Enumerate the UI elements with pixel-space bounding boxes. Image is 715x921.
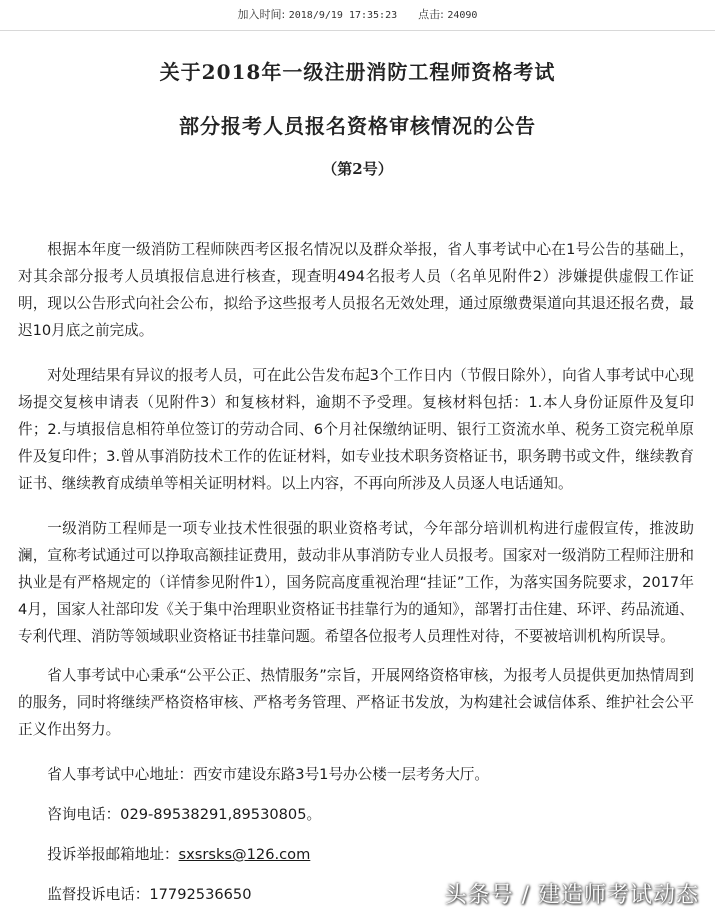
clicks-label: 点击: [418, 8, 444, 21]
paragraph-commitment: 省人事考试中心秉承“公平公正、热情服务”宗旨，开展网络资格审核，为报考人员提供更加热情周到的服务，同时将继续严格资格审核、严格考务管理、严格证书发放，为构建社会诚信体系、维护社会公平正义作出努力。 [18, 667, 694, 738]
phone-label: 咨询电话： [47, 806, 121, 823]
headline-line-2: 部分报考人员报名资格审核情况的公告 [179, 114, 536, 138]
paragraph-warning: 一级消防工程师是一项专业技术性很强的职业资格考试，今年部分培训机构进行虚假宣传，推波助澜，宣称考试通过可以挣取高额挂证费用，鼓动非从事消防专业人员报考。国家对一级消防工程师注册和执业是有严格规定的（详情参见附件1），国务院高度重视治理“挂证”工作，为落实国务院要求，2017年4月，国家人社部印发《关于集中治理职业资格证书挂靠行为的通知》，部署打击住建、环评、药品流通、专利代理、消防等领域职业资格证书挂靠问题。希望各位报考人员理性对待，不要被培训机构所误导。 [18, 520, 694, 645]
paragraph-objection: 对处理结果有异议的报考人员，可在此公告发布起3个工作日内（节假日除外），向省人事考试中心现场提交复核申请表（见附件3）和复核材料，逾期不予受理。复核材料包括：1.本人身份证原件及复印件；2.与填报信息相符单位签订的劳动合同、6个月社保缴纳证明、银行工资流水单、税务工资完税单原件及复印件；3.曾从事消防技术工作的佐证材料，如专业技术职务资格证书，职务聘书或文件，继续教育证书、继续教育成绩单等相关证明材料。以上内容，不再向所涉及人员逐人电话通知。 [18, 367, 694, 492]
watermark: 头条号 / 建造师考试动态 [444, 883, 699, 908]
announcement-number: （第2号） [322, 160, 393, 178]
email-label: 投诉举报邮箱地址： [47, 846, 179, 863]
paragraph-verification: 根据本年度一级消防工程师陕西考区报名情况以及群众举报，省人事考试中心在1号公告的基础上，对其余部分报考人员填报信息进行核查，现查明494名报考人员（名单见附件2）涉嫌提供虚假工作证明，现以公告形式向社会公布，拟给予这些报考人员报名无效处理，通过原缴费渠道向其退还报名费，最迟10月底之前完成。 [18, 241, 694, 339]
contact-phone [18, 801, 694, 828]
article-body [18, 236, 694, 921]
address-label: 省人事考试中心地址： [47, 766, 194, 783]
clicks-count: 24090 [447, 10, 478, 21]
headline-line-1: 关于2018年一级注册消防工程师资格考试 [159, 60, 556, 84]
address-value: 西安市建设东路3号1号办公楼一层考务大厅。 [193, 766, 489, 783]
supervise-label: 监督投诉电话： [47, 886, 150, 903]
article-meta-bar [0, 0, 715, 31]
phone-value: 029-89538291,89530805。 [120, 806, 322, 823]
contact-email [18, 841, 694, 868]
supervise-phone: 17792536650 [149, 886, 252, 903]
contact-address [18, 761, 694, 788]
added-time-label: 加入时间: [237, 8, 286, 21]
added-time-value: 2018/9/19 17:35:23 [288, 10, 398, 21]
email-link[interactable]: sxsrsks@126.com [178, 846, 311, 863]
